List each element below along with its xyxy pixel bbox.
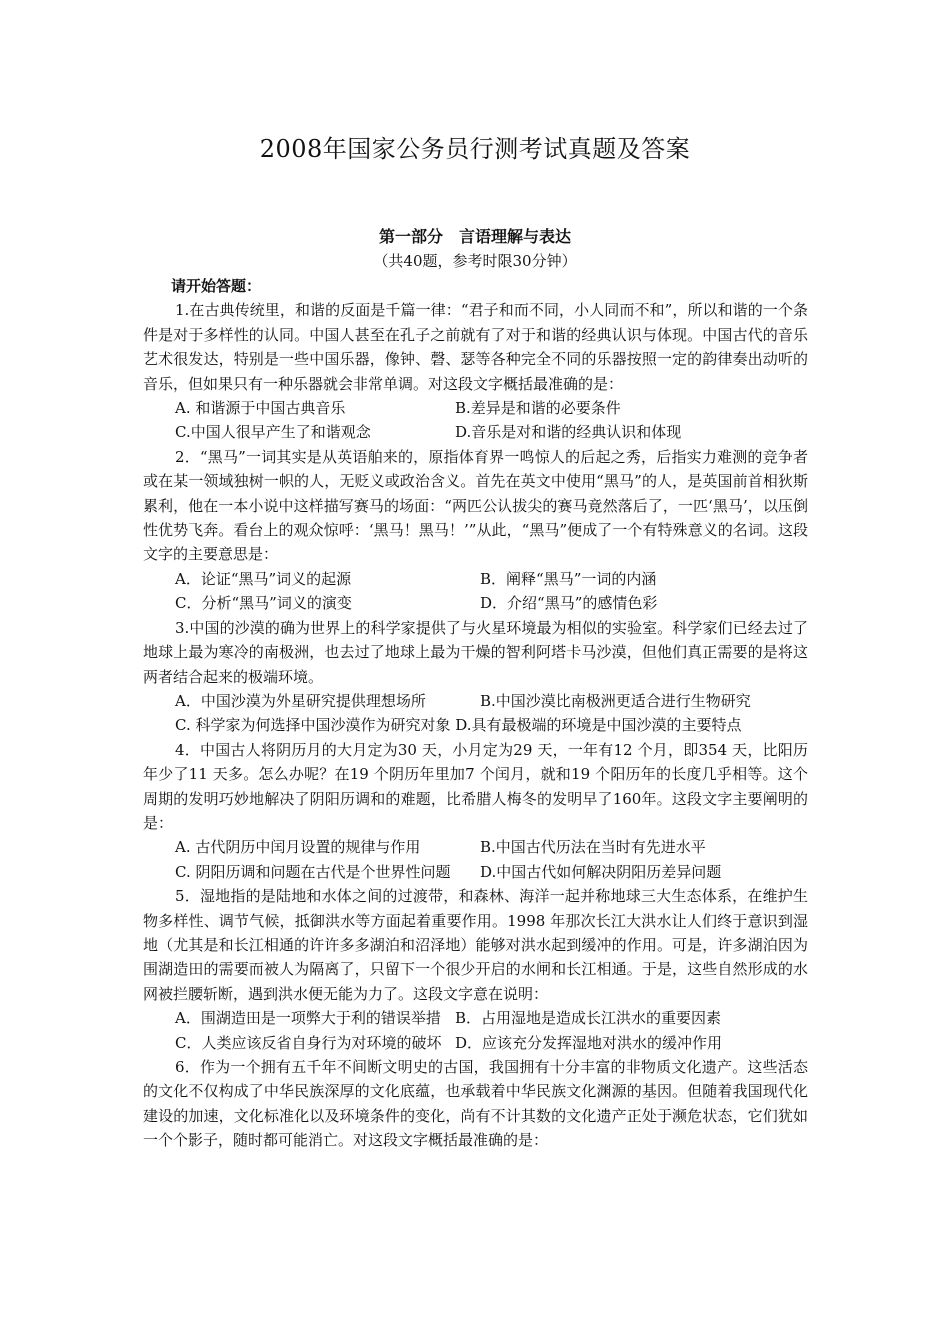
option-d: D.具有最极端的环境是中国沙漠的主要特点 bbox=[455, 716, 742, 735]
option-a: A. 和谐源于中国古典音乐 bbox=[175, 399, 346, 418]
question-stem: 2．“黑马”一词其实是从英语舶来的，原指体育界一鸣惊人的后起之秀，后指实力难测的竞争者或在某一领域独树一帜的人，无贬义或政治含义。首先在英文中使用“黑马”的人，是英国前首相狄斯累利，他在一本小说中这样描写赛马的场面：“两匹公认拔尖的赛马竟然落后了，一匹‘黑马’，以压倒性优势飞奔。看台上的观众惊呼：‘黑马！黑马！’”从此，“黑马”便成了一个有特殊意义的名词。这段文字的主要意思是： bbox=[143, 447, 808, 564]
option-d: D．介绍“黑马”的感情色彩 bbox=[480, 594, 658, 613]
option-row bbox=[143, 567, 808, 591]
question-stem: 1.在古典传统里，和谐的反面是千篇一律：“君子和而不同，小人同而不和”，所以和谐的一个条件是对于多样性的认同。中国人甚至在孔子之前就有了对于和谐的经典认识与体现。中国古代的音乐艺术很发达，特别是一些中国乐器，像钟、磬、瑟等各种完全不同的乐器按照一定的韵律奏出动听的音乐，但如果只有一种乐器就会非常单调。对这段文字概括最准确的是： bbox=[143, 301, 808, 393]
option-a: A. 古代阴历中闰月设置的规律与作用 bbox=[175, 838, 421, 857]
option-c: C.中国人很早产生了和谐观念 bbox=[175, 423, 371, 442]
option-row bbox=[143, 1006, 808, 1030]
option-row bbox=[143, 1031, 808, 1055]
option-c: C．分析“黑马”词义的演变 bbox=[175, 594, 352, 613]
option-d: D.中国古代如何解决阴阳历差异问题 bbox=[480, 862, 722, 881]
page-title: 2008年国家公务员行测考试真题及答案 bbox=[259, 135, 691, 163]
option-row bbox=[143, 860, 808, 884]
section-note: （共40题，参考时限30分钟） bbox=[373, 252, 577, 270]
question-stem: 6．作为一个拥有五千年不间断文明史的古国，我国拥有十分丰富的非物质文化遗产。这些活态的文化不仅构成了中华民族深厚的文化底蕴，也承载着中华民族文化渊源的基因。但随着我国现代化建设的加速，文化标准化以及环境条件的变化，尚有不计其数的文化遗产正处于濒危状态，它们犹如一个个影子，随时都可能消亡。对这段文字概括最准确的是： bbox=[143, 1058, 808, 1150]
option-b: B.中国沙漠比南极洲更适合进行生物研究 bbox=[480, 691, 751, 710]
question-stem: 3.中国的沙漠的确为世界上的科学家提供了与火星环境最为相似的实验室。科学家们已经去过了地球上最为寒冷的南极洲，也去过了地球上最为干燥的智利阿塔卡马沙漠，但他们真正需要的是将这两者结合起来的极端环境。 bbox=[143, 618, 808, 686]
option-a: A．论证“黑马”词义的起源 bbox=[175, 569, 352, 588]
option-b: B．占用湿地是造成长江洪水的重要因素 bbox=[455, 1009, 722, 1028]
question-stem: 5．湿地指的是陆地和水体之间的过渡带，和森林、海洋一起并称地球三大生态体系，在维护生物多样性、调节气候，抵御洪水等方面起着重要作用。1998 年那次长江大洪水让人们终于意识到湿地（尤其是和长江相通的许许多多湖泊和沼泽地）能够对洪水起到缓冲的作用。可是，许多湖泊因为围湖造田的需要而被人为隔离了，只留下一个很少开启的水闸和长江相通。于是，这些自然形成的水网被拦腰斩断，遇到洪水便无能为力了。这段文字意在说明： bbox=[143, 887, 808, 1003]
option-row bbox=[143, 420, 808, 444]
option-a: A．围湖造田是一项弊大于利的错误举措 bbox=[175, 1009, 441, 1028]
option-row bbox=[143, 835, 808, 859]
option-row bbox=[143, 689, 808, 713]
option-b: B．阐释“黑马”一词的内涵 bbox=[480, 569, 657, 588]
option-c: C．人类应该反省自身行为对环境的破坏 bbox=[175, 1033, 442, 1052]
question-stem: 4．中国古人将阴历月的大月定为30 天，小月定为29 天，一年有12 个月，即354 天，比阳历年少了11 天多。怎么办呢？在19 个阴历年里加7 个闰月，就和19 个阳历年的长度几乎相等。这个周期的发明巧妙地解决了阴阳历调和的难题，比希腊人梅冬的发明早了160年。这段文字主要阐明的是： bbox=[143, 740, 808, 832]
option-a: A．中国沙漠为外星研究提供理想场所 bbox=[175, 691, 426, 710]
option-d: D．应该充分发挥湿地对洪水的缓冲作用 bbox=[455, 1033, 723, 1052]
option-row bbox=[143, 591, 808, 615]
question-body bbox=[143, 274, 808, 1153]
option-row bbox=[143, 713, 808, 737]
start-label: 请开始答题： bbox=[171, 277, 262, 295]
option-c: C. 阴阳历调和问题在古代是个世界性问题 bbox=[175, 862, 451, 881]
option-d: D.音乐是对和谐的经典认识和体现 bbox=[455, 423, 682, 442]
option-b: B.中国古代历法在当时有先进水平 bbox=[480, 838, 706, 857]
option-b: B.差异是和谐的必要条件 bbox=[455, 399, 621, 418]
option-row bbox=[143, 396, 808, 420]
section-title: 第一部分 言语理解与表达 bbox=[378, 227, 571, 246]
option-c: C. 科学家为何选择中国沙漠作为研究对象 bbox=[175, 716, 451, 735]
